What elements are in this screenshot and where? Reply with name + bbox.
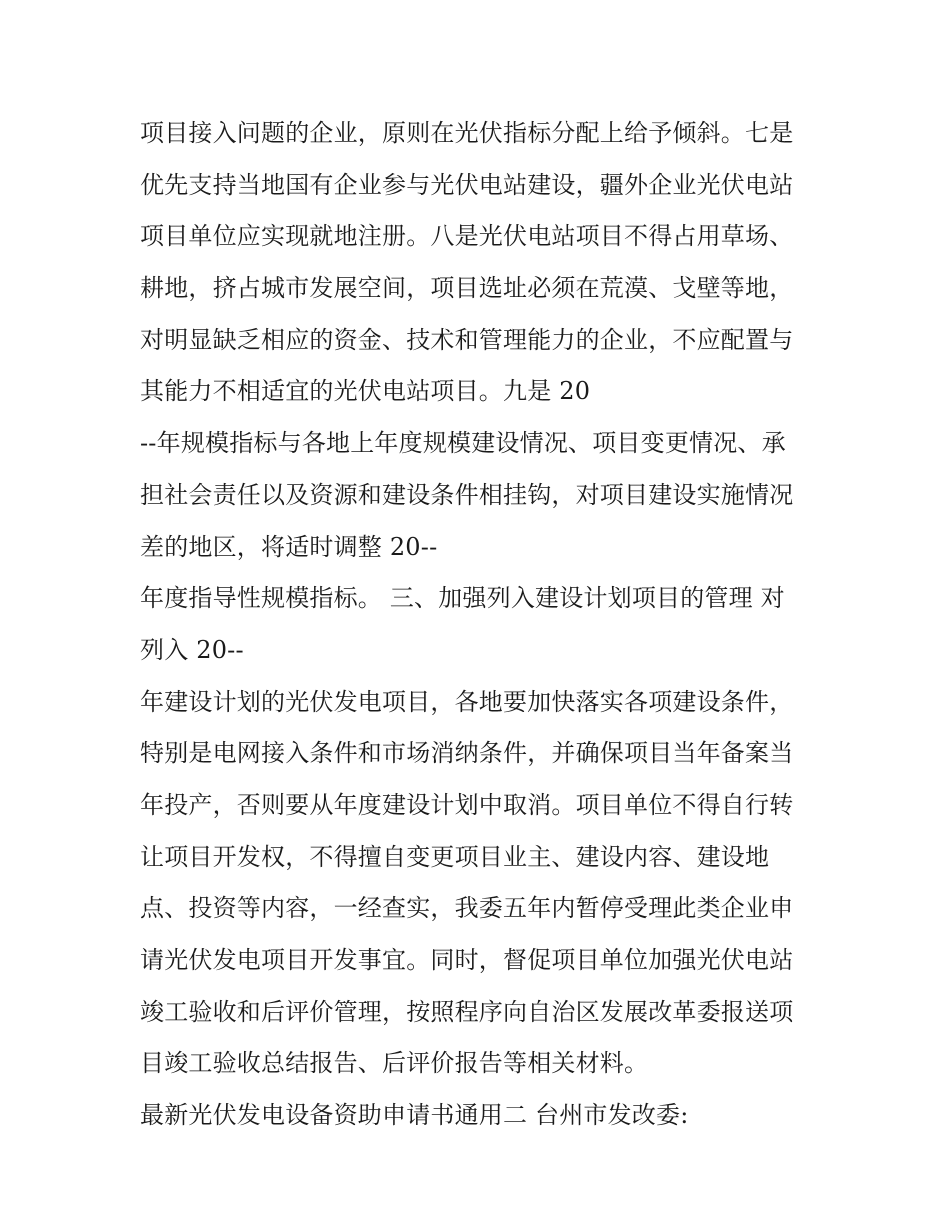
text-line: 目竣工验收总结报告、后评价报告等相关材料。 xyxy=(140,1049,649,1078)
text-line: 项目单位应实现就地注册。八是光伏电站项目不得占用草场、 xyxy=(140,222,794,251)
text-line: 特别是电网接入条件和市场消纳条件，并确保项目当年备案当 xyxy=(140,739,794,768)
text-line: 优先支持当地国有企业参与光伏电站建设，疆外企业光伏电站 xyxy=(140,170,794,199)
text-line: 年投产，否则要从年度建设计划中取消。项目单位不得自行转 xyxy=(140,790,794,819)
text-line: 对明显缺乏相应的资金、技术和管理能力的企业，不应配置与 xyxy=(140,325,794,354)
text-line: 项目接入问题的企业，原则在光伏指标分配上给予倾斜。七是 xyxy=(140,119,794,147)
document-body xyxy=(140,108,820,1142)
text-line: 差的地区，将适时调整 20-- xyxy=(140,532,438,561)
text-line: 年建设计划的光伏发电项目，各地要加快落实各项建设条件， xyxy=(140,687,794,716)
text-line: 其能力不相适宜的光伏电站项目。九是 20 xyxy=(140,377,591,406)
text-line: 请光伏发电项目开发事宜。同时，督促项目单位加强光伏电站 xyxy=(140,946,794,974)
text-line: 年度指导性规模指标。 三、加强列入建设计划项目的管理 对 xyxy=(140,584,785,613)
text-line: 担社会责任以及资源和建设条件相挂钩，对项目建设实施情况 xyxy=(140,480,794,509)
text-line: 让项目开发权，不得擅自变更项目业主、建设内容、建设地 xyxy=(140,842,770,871)
text-line: 最新光伏发电设备资助申请书通用二 台州市发改委: xyxy=(140,1101,689,1130)
text-line: 耕地，挤占城市发展空间，项目选址必须在荒漠、戈壁等地， xyxy=(140,274,794,303)
text-line: 列入 20-- xyxy=(140,635,244,664)
text-line: 点、投资等内容，一经查实，我委五年内暂停受理此类企业申 xyxy=(140,894,794,923)
text-line: --年规模指标与各地上年度规模建设情况、项目变更情况、承 xyxy=(140,429,786,458)
text-line: 竣工验收和后评价管理，按照程序向自治区发展改革委报送项 xyxy=(140,997,794,1026)
